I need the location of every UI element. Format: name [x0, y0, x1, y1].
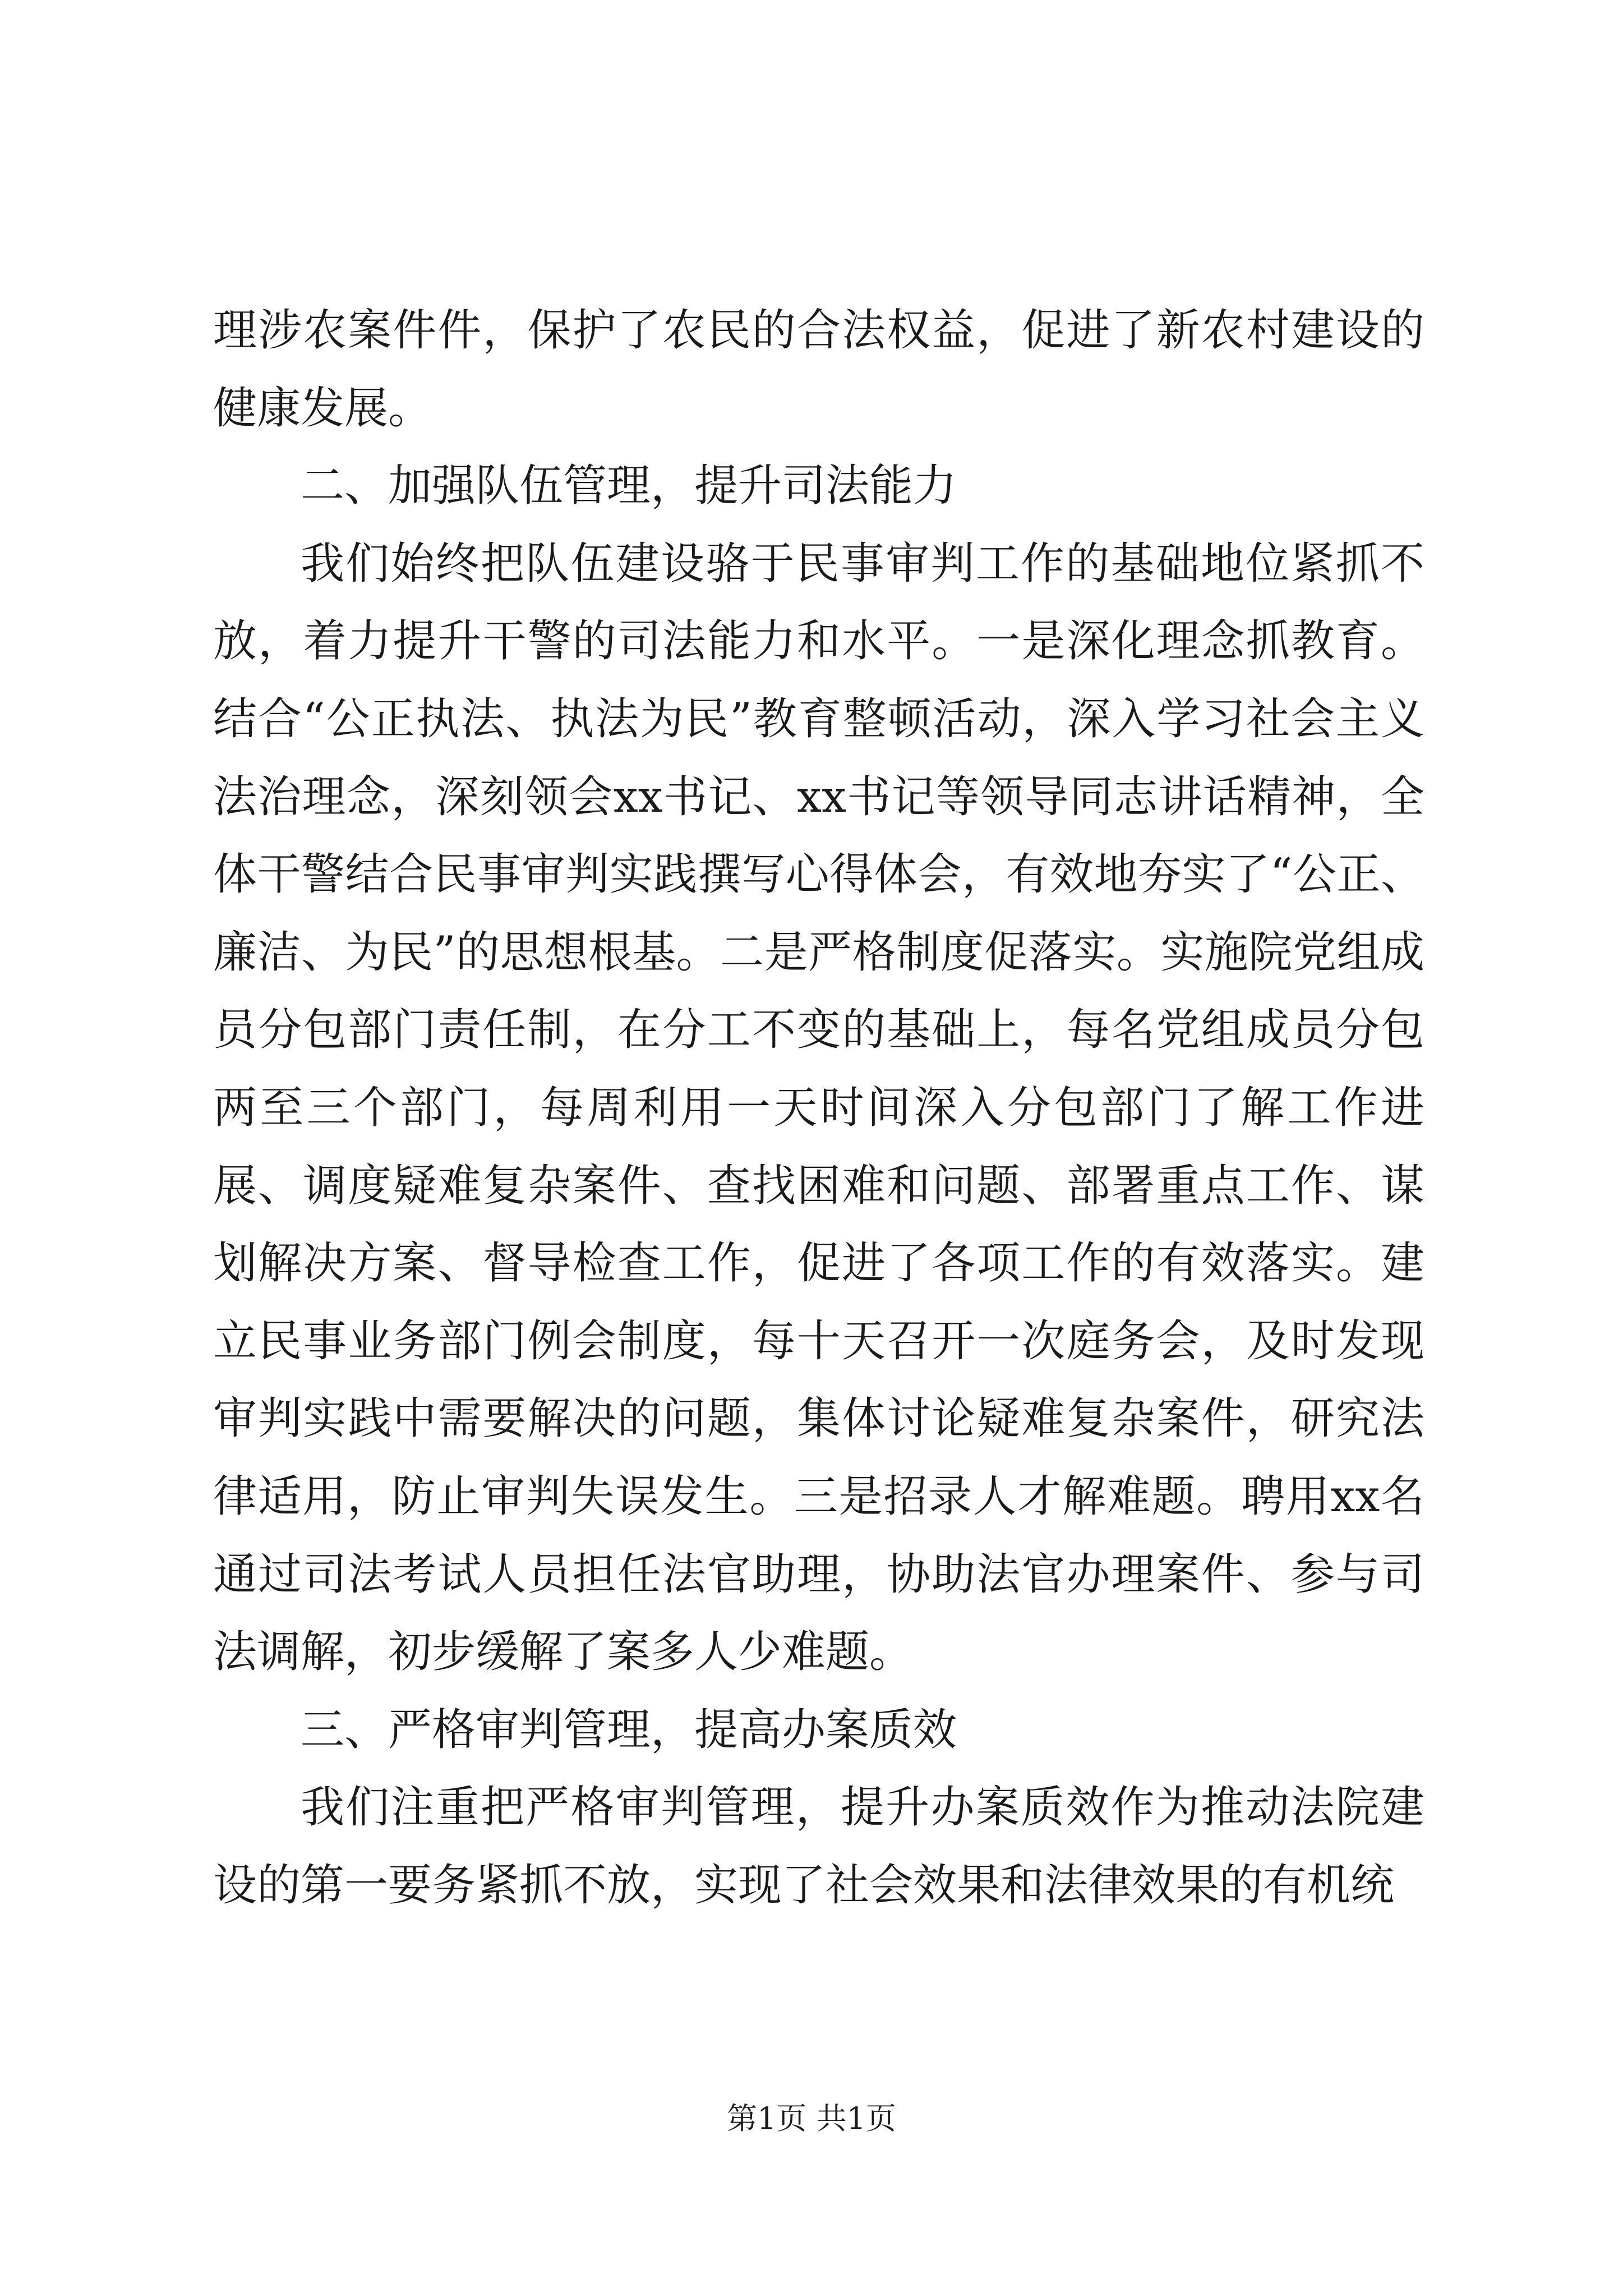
paragraph-trial-management: 我们注重把严格审判管理，提升办案质效作为推动法院建设的第一要务紧抓不放，实现了社会效果和法律效果的有机统	[213, 1782, 1424, 1911]
page-footer	[0, 2099, 1623, 2138]
section-heading-two: 二、加强队伍管理，提升司法能力	[301, 461, 957, 512]
document-body	[213, 292, 1424, 1924]
paragraph-team-building: 我们始终把队伍建设骆于民事审判工作的基础地位紧抓不放，着力提升干警的司法能力和水平。一是深化理念抓教育。结合“公正执法、执法为民”教育整顿活动，深入学习社会主义法治理念，深刻领会xx书记、xx书记等领导同志讲话精神，全体干警结合民事审判实践撰写心得体会，有效地夯实了“公正、廉洁、为民”的思想根基。二是严格制度促落实。实施院党组成员分包部门责任制，在分工不变的基础上，每名党组成员分包两至三个部门，每周利用一天时间深入分包部门了解工作进展、调度疑难复杂案件、查找困难和问题、部署重点工作、谋划解决方案、督导检查工作，促进了各项工作的有效落实。建立民事业务部门例会制度，每十天召开一次庭务会，及时发现审判实践中需要解决的问题，集体讨论疑难复杂案件，研究法律适用，防止审判失误发生。三是招录人才解难题。聘用xx名通过司法考试人员担任法官助理，协助法官办理案件、参与司法调解，初步缓解了案多人少难题。	[213, 538, 1424, 1678]
page-number-label: 第1页 共1页	[727, 2101, 896, 2136]
section-heading-three: 三、严格审判管理，提高办案质效	[301, 1704, 957, 1755]
paragraph-continuation: 理涉农案件件，保护了农民的合法权益，促进了新农村建设的健康发展。	[213, 305, 1424, 434]
